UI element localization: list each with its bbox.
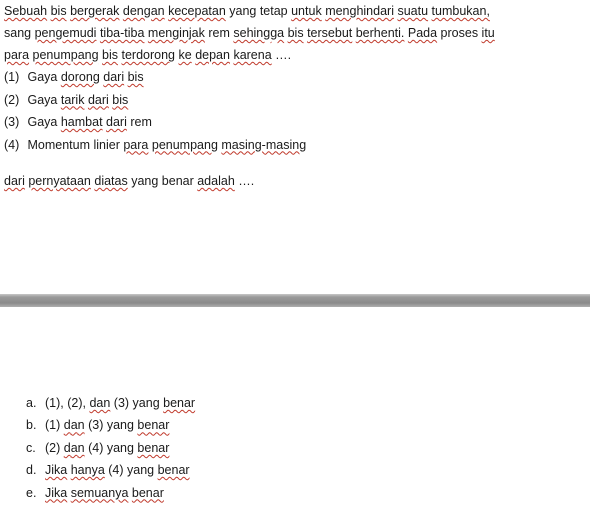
statement-text: Gaya dorong dari bis xyxy=(27,70,144,84)
answer-option-text: (1) dan (3) yang benar xyxy=(45,418,170,433)
question-line-1: Sebuah bis bergerak dengan kecepatan yang tetap untuk menghindari suatu tumbukan, xyxy=(4,4,490,18)
answer-option-d[interactable]: d. Jika hanya (4) yang benar xyxy=(26,459,195,481)
answer-option-b[interactable]: b. (1) dan (3) yang benar xyxy=(26,414,195,436)
statement-text: Momentum linier para penumpang masing-masing xyxy=(27,137,307,152)
answer-option-e[interactable]: e. Jika semuanya benar xyxy=(26,482,195,504)
answer-option-text: Jika semuanya benar xyxy=(45,485,164,500)
statement-item: (2) Gaya tarik dari bis xyxy=(4,89,306,112)
answer-option-text: (2) dan (4) yang benar xyxy=(45,440,170,455)
question-prompt: dari pernyataan diatas yang benar adalah …. xyxy=(4,174,255,188)
statement-list xyxy=(4,66,306,156)
statement-item: (4) Momentum linier para penumpang masing-masing xyxy=(4,134,306,157)
statement-item: (1) Gaya dorong dari bis xyxy=(4,66,306,89)
page-break-separator xyxy=(0,294,590,307)
question-paragraph xyxy=(4,0,584,66)
statement-text: Gaya hambat dari rem xyxy=(27,115,152,129)
answer-option-c[interactable]: c. (2) dan (4) yang benar xyxy=(26,437,195,459)
question-line-3: para penumpang bis terdorong ke depan karena …. xyxy=(4,48,292,62)
statement-item: (3) Gaya hambat dari rem xyxy=(4,111,306,134)
question-line-2: sang pengemudi tiba-tiba menginjak rem sehingga bis tersebut berhenti. Pada proses itu xyxy=(4,26,495,40)
answer-option-a[interactable]: a. (1), (2), dan (3) yang benar xyxy=(26,392,195,414)
statement-text: Gaya tarik dari bis xyxy=(27,92,129,107)
answer-option-text: Jika hanya (4) yang benar xyxy=(45,463,190,478)
answer-option-list xyxy=(26,392,195,504)
answer-option-text: (1), (2), dan (3) yang benar xyxy=(45,396,196,410)
